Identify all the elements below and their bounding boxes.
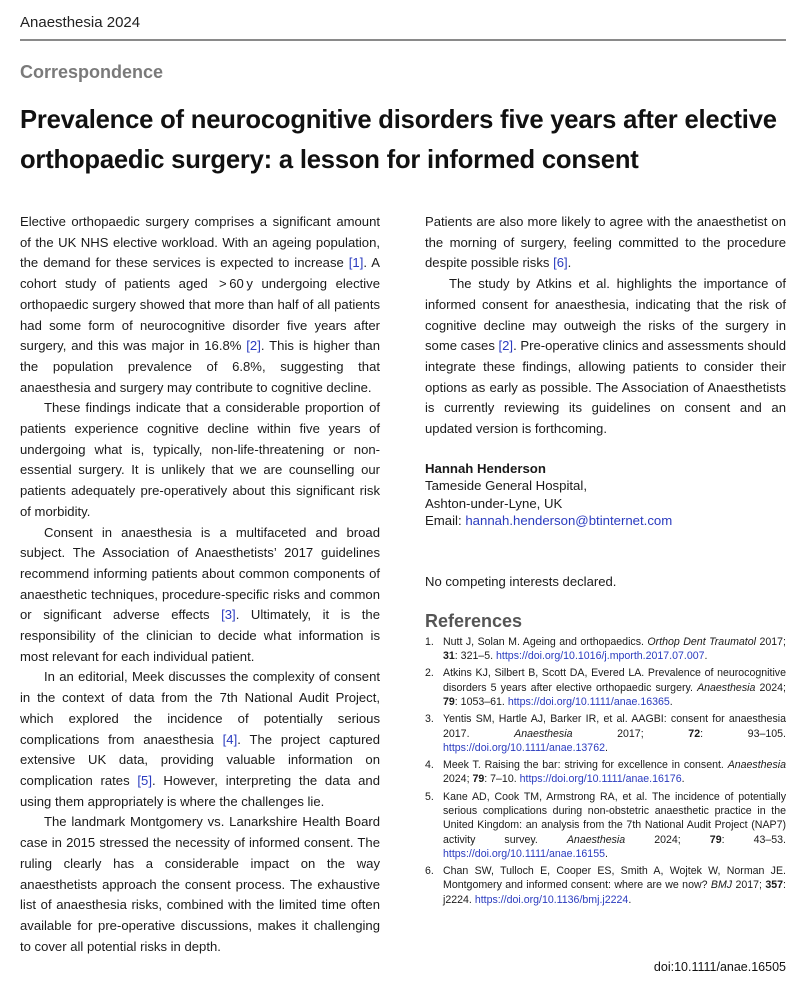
reference-journal: Anaesthesia — [697, 681, 756, 694]
paragraph-2: These findings indicate that a considerable proportion of patients experience cognitive decline within five years of undergoing what is, typically, non-life-threatening or non-essential surgery. It is unlikely that we are counselling our patients adequately pre-operatively about this significant risk of morbidity. — [20, 400, 380, 519]
citation-link[interactable]: [2] — [246, 338, 261, 354]
reference-text — [443, 712, 786, 755]
reference-end: . — [681, 773, 685, 786]
reference-item — [425, 790, 786, 861]
reference-volume: 31 — [443, 650, 455, 663]
author-affiliation: Tameside General Hospital, — [425, 478, 587, 494]
paragraph-text: . — [567, 255, 572, 271]
reference-volume: 357 — [765, 879, 784, 892]
reference-pages: : 321–5. — [454, 650, 497, 663]
header-divider — [20, 39, 786, 41]
reference-number: 6. — [425, 865, 434, 878]
paragraph-text: . This is higher than the population prevalence of 6.8%, suggesting that anaesthesia and surgery may contribute to cognitive decline. — [20, 338, 380, 395]
reference-end: . — [628, 893, 632, 906]
references-heading: References — [425, 610, 523, 631]
reference-year: 2017; — [732, 879, 766, 892]
reference-number: 2. — [425, 667, 434, 680]
citation-link[interactable]: [4] — [222, 731, 238, 747]
author-name: Hannah Henderson — [425, 460, 546, 476]
paragraph-text: . However, interpreting the data and using them appropriately is where the challenges lie. — [20, 772, 380, 809]
competing-interests: No competing interests declared. — [425, 573, 617, 589]
reference-year: 2017; — [756, 635, 786, 648]
reference-journal: Anaesthesia — [566, 833, 626, 846]
paragraph-5: The landmark Montgomery vs. Lanarkshire Health Board case in 2015 stressed the necessity of informed consent. The ruling clearly has a considerable impact on the way anaesthetists approach the consent process. The exhaustive list of anaesthesia risks, combined with the limited time often available for pre-operative discussions, makes it challenging to cover all potential risks in depth. — [20, 814, 380, 954]
paragraph-6 — [425, 212, 786, 274]
reference-text — [443, 790, 786, 861]
paragraph-3 — [20, 523, 380, 668]
paragraph-text: The study by Atkins et al. highlights the importance of informed consent for anaesthesia, indicating that the risk of cognitive decline may outweigh the risks of the surgery in some cases — [425, 276, 786, 354]
author-location: Ashton-under-Lyne, UK — [425, 495, 563, 511]
paragraph-text: . Ultimately, it is the responsibility of the clinician to decide what information is most relevant for each individual patient. — [20, 607, 380, 664]
reference-text — [443, 666, 786, 709]
email-link[interactable]: hannah.henderson@btinternet.com — [465, 513, 673, 529]
paragraph-text: In an editorial, Meek discusses the complexity of consent in the context of data from the 7th National Audit Project, which explored the incidence of potentially serious complications from anaesthesia — [20, 669, 380, 747]
author-block — [425, 460, 786, 530]
citation-link[interactable]: [3] — [221, 607, 236, 623]
paragraph-7 — [425, 274, 786, 440]
reference-journal: Orthop Dent Traumatol — [647, 635, 757, 648]
reference-text — [443, 758, 786, 787]
reference-authors: Atkins KJ, Silbert B, Scott DA, Evered LA. Prevalence of neurocognitive disorders 5 years after elective orthopaedic surgery. — [443, 667, 786, 694]
paragraph-4 — [20, 667, 380, 812]
reference-doi-link[interactable]: https://doi.org/10.1111/anae.16365 — [507, 695, 670, 708]
reference-pages: : 7–10. — [484, 773, 520, 786]
reference-end: . — [704, 650, 708, 663]
citation-link[interactable]: [6] — [553, 255, 568, 271]
reference-authors: Yentis SM, Hartle AJ, Barker IR, et al. AAGBI: consent for anaesthesia 2017. — [443, 713, 786, 740]
reference-end: . — [669, 695, 673, 708]
reference-volume: 79 — [443, 695, 455, 708]
reference-year: 2024; — [625, 833, 710, 846]
paragraph-text: . The project captured extensive UK data, providing valuable information on complication rates — [20, 731, 380, 788]
reference-end: . — [604, 847, 608, 860]
article-title: Prevalence of neurocognitive disorders five years after elective orthopaedic surgery: a lesson for informed consent — [20, 106, 777, 174]
reference-authors: Kane AD, Cook TM, Armstrong RA, et al. The incidence of potentially serious complications during non-obstetric anaesthetic practice in the United Kingdom: an analysis from the 7th National Audit Project (NAP7) activity survey. — [443, 790, 786, 846]
citation-link[interactable]: [2] — [498, 338, 514, 354]
reference-item — [425, 864, 786, 907]
reference-authors: Nutt J, Solan M. Ageing and orthopaedics. — [443, 635, 648, 648]
reference-item — [425, 758, 786, 787]
reference-doi-link[interactable]: https://doi.org/10.1136/bmj.j2224 — [474, 893, 629, 906]
left-column — [20, 212, 380, 957]
reference-year: 2024; — [755, 681, 786, 694]
reference-number: 1. — [425, 635, 434, 648]
reference-journal: Anaesthesia — [514, 727, 573, 740]
reference-doi-link[interactable]: https://doi.org/10.1016/j.mporth.2017.07.007 — [496, 650, 705, 663]
reference-year: 2024; — [443, 773, 473, 786]
reference-number: 5. — [425, 790, 434, 803]
journal-header: Anaesthesia 2024 — [20, 14, 141, 31]
reference-journal: Anaesthesia — [727, 759, 786, 772]
paragraph-text: Elective orthopaedic surgery comprises a significant amount of the UK NHS elective workload. With an ageing population, the demand for these services is expected to increase — [20, 214, 380, 271]
reference-pages: : 93–105. — [700, 727, 786, 740]
citation-link[interactable]: [5] — [137, 772, 152, 788]
author-email-line — [425, 512, 786, 530]
reference-journal: BMJ — [710, 879, 733, 892]
reference-doi-link[interactable]: https://doi.org/10.1111/anae.13762 — [443, 741, 605, 754]
reference-item — [425, 635, 786, 664]
reference-pages: : 43–53. — [721, 833, 786, 846]
reference-number: 4. — [425, 759, 434, 772]
reference-pages: : 1053–61. — [454, 695, 508, 708]
reference-authors: Meek T. Raising the bar: striving for excellence in consent. — [443, 759, 728, 772]
paragraph-text: . Pre-operative clinics and assessments should integrate these findings, allowing patients to consider their options as early as possible. The Association of Anaesthetists is currently reviewing its guidelines on consent and an updated version is forthcoming. — [425, 338, 787, 437]
reference-pages: : j2224. — [443, 879, 786, 906]
reference-year: 2017; — [572, 727, 689, 740]
reference-text — [443, 635, 786, 664]
paragraph-text: Consent in anaesthesia is a multifaceted and broad subject. The Association of Anaesthetists’ 2017 guidelines recommend informing patients about common components of anaesthetic techniques, procedure-specific risks and common or significant adverse effects — [20, 524, 380, 623]
reference-text — [443, 864, 786, 907]
reference-doi-link[interactable]: https://doi.org/10.1111/anae.16155 — [443, 847, 605, 860]
email-label: Email: — [425, 513, 466, 529]
reference-item — [425, 666, 786, 709]
right-column — [425, 212, 786, 910]
reference-list — [425, 635, 786, 907]
reference-volume: 79 — [472, 773, 485, 786]
section-label: Correspondence — [20, 62, 164, 82]
reference-doi-link[interactable]: https://doi.org/10.1111/anae.16176 — [519, 773, 682, 786]
reference-number: 3. — [425, 713, 434, 726]
reference-volume: 79 — [709, 833, 722, 846]
paragraph-1 — [20, 212, 380, 398]
reference-authors: Chan SW, Tulloch E, Cooper ES, Smith A, Wojtek W, Norman JE. Montgomery and informed consent: where are we now? — [443, 865, 786, 892]
citation-link[interactable]: [1] — [348, 255, 364, 271]
footer-doi: doi:10.1111/anae.16505 — [653, 960, 786, 974]
reference-end: . — [604, 741, 608, 754]
reference-volume: 72 — [688, 727, 701, 740]
reference-item — [425, 712, 786, 755]
paragraph-text: . A cohort study of patients aged > 60 y undergoing elective orthopaedic surgery showed that more than half of all patients had some form of neurocognitive disorder five years after surgery, and this was major in 16.8% — [20, 255, 380, 354]
paragraph-text: Patients are also more likely to agree with the anaesthetist on the morning of surgery, feeling committed to the procedure despite possible risks — [425, 214, 786, 271]
